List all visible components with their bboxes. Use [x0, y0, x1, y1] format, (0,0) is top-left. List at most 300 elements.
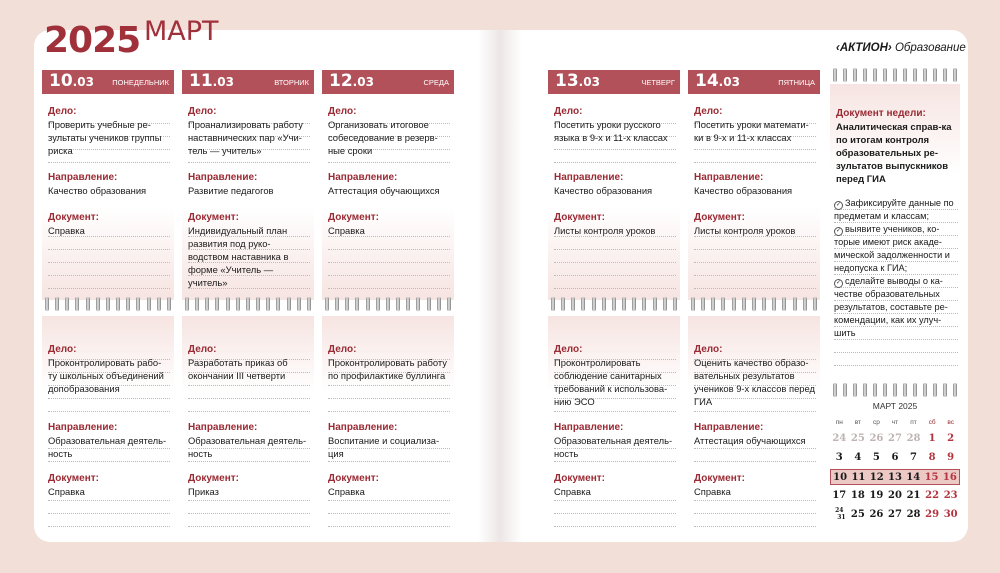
spiral-ring — [953, 383, 957, 397]
spiral-ring — [287, 297, 291, 311]
task-field — [694, 344, 816, 408]
sidebar-spiral-top — [830, 68, 960, 84]
brand-section: Образование — [894, 42, 966, 54]
spiral-ring — [447, 297, 451, 311]
spiral-ring — [581, 297, 585, 311]
calendar-day: 28 — [906, 509, 921, 520]
spiral-ring — [653, 297, 657, 311]
ruled-line — [554, 514, 676, 527]
day-month: .03 — [578, 75, 600, 89]
direction-field — [554, 172, 676, 197]
spiral-ring — [923, 68, 927, 82]
direction-text: Образовательная деятель-ность — [188, 435, 307, 459]
document-field — [328, 473, 450, 498]
ruled-line — [48, 399, 170, 412]
brand-logo — [836, 42, 966, 54]
task-text: Проверить учебные ре-зультаты учеников группы риска — [48, 119, 162, 156]
ruled-line — [554, 276, 676, 289]
direction-text: Качество образования — [554, 185, 653, 196]
spiral-ring — [437, 297, 441, 311]
day-date: 14.03 — [695, 71, 740, 91]
spiral-ring — [427, 297, 431, 311]
calendar-week — [830, 507, 960, 523]
spiral-ring — [136, 297, 140, 311]
spiral-ring — [355, 297, 359, 311]
task-field — [554, 106, 676, 144]
direction-field — [188, 422, 310, 460]
document-text: Приказ — [188, 486, 219, 497]
ruled-line — [554, 237, 676, 250]
direction-text: Образовательная деятель-ность — [554, 435, 673, 459]
task-label: Дело: — [554, 106, 583, 117]
document-field — [554, 473, 676, 498]
direction-label: Направление: — [188, 172, 258, 183]
spiral-ring — [913, 68, 917, 82]
direction-text: Образовательная деятель-ность — [48, 435, 167, 459]
document-text: Справка — [328, 225, 365, 236]
day-entry-top — [688, 94, 820, 300]
ruled-line — [328, 263, 450, 276]
calendar-day: 1 — [928, 433, 936, 444]
spiral-ring — [406, 297, 410, 311]
day-entry-bottom — [182, 316, 314, 530]
ruled-line — [328, 386, 450, 399]
task-text: Проконтролировать соблюдение санитарных требований к использова-нию ЭСО — [554, 357, 668, 407]
spiral-ring — [106, 297, 110, 311]
spiral-ring — [602, 297, 606, 311]
spiral-ring — [167, 297, 171, 311]
document-label: Документ: — [48, 212, 100, 223]
ruled-line — [188, 399, 310, 412]
document-text: Справка — [554, 486, 591, 497]
calendar-day: 29 — [925, 509, 940, 520]
spiral-ring — [793, 297, 797, 311]
spiral-ring — [742, 297, 746, 311]
day-weekday: ВТОРНИК — [274, 78, 309, 87]
document-field — [694, 212, 816, 237]
spiral-ring — [721, 297, 725, 311]
spiral-ring — [843, 68, 847, 82]
task-label: Дело: — [694, 106, 723, 117]
spiral-ring — [376, 297, 380, 311]
ruled-line — [328, 237, 450, 250]
calendar-day: 24 — [832, 433, 847, 444]
task-label: Дело: — [694, 344, 723, 355]
spiral-ring — [883, 68, 887, 82]
weekday-label: вс — [947, 419, 954, 426]
document-label: Документ: — [554, 473, 606, 484]
document-label: Документ: — [188, 212, 240, 223]
calendar-week — [830, 450, 960, 466]
direction-field — [48, 422, 170, 460]
calendar-day: 17 — [832, 490, 847, 501]
calendar-title: МАРТ 2025 — [872, 401, 918, 411]
day-date: 13.03 — [555, 71, 600, 91]
spiral-ring — [256, 297, 260, 311]
spiral-ring — [953, 68, 957, 82]
calendar-day: 13 — [888, 472, 902, 483]
day-entry-bottom — [688, 316, 820, 530]
spiral-ring — [893, 68, 897, 82]
ruled-line — [694, 276, 816, 289]
task-field — [188, 106, 310, 157]
spiral-ring — [386, 297, 390, 311]
spiral-ring — [205, 297, 209, 311]
weekday-label: ср — [872, 419, 880, 426]
direction-field — [554, 422, 676, 460]
spiral-ring — [126, 297, 130, 311]
calendar-week-current — [830, 469, 960, 485]
day-date: 12.03 — [329, 71, 374, 91]
document-step-text: сделайте выводы о ка-честве образовательных результатов, составьте ре-комендации, как их улуч-шить — [834, 276, 948, 338]
document-text: Справка — [48, 486, 85, 497]
calendar-day: 27 — [888, 509, 902, 520]
ruled-line — [328, 514, 450, 527]
document-field — [188, 473, 310, 498]
weekday-label: чт — [891, 419, 899, 426]
spiral-ring — [732, 297, 736, 311]
check-circle-icon: ✓ — [835, 202, 842, 208]
spiral-ring — [297, 297, 301, 311]
sidebar-spiral-mid — [830, 383, 960, 399]
day-month: .03 — [72, 75, 94, 89]
ruled-line — [694, 237, 816, 250]
task-text: Проконтролировать работу по профилактике буллинга — [328, 357, 447, 381]
calendar-day: 12 — [869, 472, 884, 483]
calendar-day: 6 — [891, 452, 899, 463]
spiral-ring — [147, 297, 151, 311]
spiral-ring — [226, 297, 230, 311]
direction-label: Направление: — [554, 172, 624, 183]
ruled-line — [328, 250, 450, 263]
calendar-day: 26 — [869, 509, 884, 520]
calendar-day: 20 — [888, 490, 902, 501]
spiral-ring — [185, 297, 189, 311]
calendar-day: 18 — [850, 490, 865, 501]
document-text: Индивидуальный план развития под руко-водством наставника в форме «Учитель — учитель» — [188, 225, 289, 288]
book-spine — [478, 30, 522, 542]
task-field — [48, 344, 170, 395]
spiral-binding — [182, 297, 314, 313]
ruled-line — [554, 250, 676, 263]
document-label: Документ: — [328, 473, 380, 484]
calendar-day: 10 — [833, 472, 848, 483]
spiral-ring — [943, 383, 947, 397]
direction-field — [328, 422, 450, 460]
spiral-ring — [195, 297, 199, 311]
document-label: Документ: — [694, 212, 746, 223]
ruled-line — [554, 501, 676, 514]
document-text: Справка — [48, 225, 85, 236]
document-of-week-label: Документ недели: — [836, 108, 926, 119]
spiral-ring — [307, 297, 311, 311]
day-weekday: СРЕДА — [423, 78, 449, 87]
spiral-ring — [65, 297, 69, 311]
spiral-ring — [813, 297, 817, 311]
check-circle-icon: ✓ — [835, 280, 842, 286]
spiral-ring — [691, 297, 695, 311]
calendar-week — [830, 431, 960, 447]
spiral-ring — [701, 297, 705, 311]
spiral-ring — [366, 297, 370, 311]
spiral-ring — [86, 297, 90, 311]
spiral-binding — [322, 297, 454, 313]
direction-field — [694, 172, 816, 197]
spiral-ring — [913, 383, 917, 397]
spiral-ring — [642, 297, 646, 311]
task-text: Проконтролировать рабо-ту школьных объединений допобразования — [48, 357, 164, 394]
calendar-day: 9 — [947, 452, 955, 463]
task-field — [188, 344, 310, 382]
ruled-line — [48, 250, 170, 263]
task-field — [328, 106, 450, 157]
spiral-ring — [215, 297, 219, 311]
spiral-ring — [345, 297, 349, 311]
ruled-line — [48, 514, 170, 527]
spiral-ring — [266, 297, 270, 311]
spiral-ring — [246, 297, 250, 311]
calendar-week — [830, 488, 960, 504]
document-step — [834, 197, 958, 223]
document-field — [188, 212, 310, 289]
calendar-day: 25 — [850, 509, 865, 520]
ruled-line — [694, 449, 816, 462]
ruled-line — [188, 386, 310, 399]
spiral-ring — [571, 297, 575, 311]
calendar-weekdays — [830, 419, 960, 426]
direction-field — [188, 172, 310, 197]
spiral-ring — [157, 297, 161, 311]
task-label: Дело: — [328, 106, 357, 117]
task-label: Дело: — [554, 344, 583, 355]
spiral-ring — [833, 383, 837, 397]
document-of-week-panel — [830, 84, 960, 382]
spiral-ring — [551, 297, 555, 311]
direction-label: Направление: — [694, 172, 764, 183]
calendar-day: 21 — [906, 490, 921, 501]
spiral-ring — [632, 297, 636, 311]
day-entry-bottom — [322, 316, 454, 530]
mini-calendar — [830, 399, 960, 530]
weekday-label: сб — [928, 419, 936, 426]
direction-label: Направление: — [328, 422, 398, 433]
month-title: МАРТ — [144, 16, 219, 47]
spiral-binding — [688, 297, 820, 313]
spiral-ring — [673, 297, 677, 311]
document-label: Документ: — [554, 212, 606, 223]
ruled-line — [48, 276, 170, 289]
direction-label: Направление: — [554, 422, 624, 433]
calendar-day: 5 — [872, 452, 880, 463]
document-label: Документ: — [694, 473, 746, 484]
direction-text: Развитие педагогов — [188, 185, 274, 196]
document-label: Документ: — [328, 212, 380, 223]
day-entry-top — [182, 94, 314, 300]
day-weekday: ПЯТНИЦА — [778, 78, 815, 87]
task-text: Организовать итоговое собеседование в резерв-ные сроки — [328, 119, 438, 156]
spiral-ring — [325, 297, 329, 311]
calendar-day: 14 — [906, 472, 921, 483]
document-field — [328, 212, 450, 237]
weekday-label: пт — [910, 419, 917, 426]
document-field — [48, 473, 170, 498]
spiral-ring — [45, 297, 49, 311]
direction-field — [48, 172, 170, 197]
calendar-day: 24 31 — [833, 507, 846, 521]
task-text: Разработать приказ об окончании III четверти — [188, 357, 288, 381]
ruled-line — [48, 263, 170, 276]
day-month: .03 — [718, 75, 740, 89]
spiral-ring — [903, 383, 907, 397]
direction-text: Аттестация обучающихся — [694, 435, 806, 446]
task-label: Дело: — [328, 344, 357, 355]
task-label: Дело: — [48, 344, 77, 355]
day-weekday: ПОНЕДЕЛЬНИК — [112, 78, 169, 87]
spiral-ring — [55, 297, 59, 311]
spiral-ring — [782, 297, 786, 311]
document-step-text: Зафиксируйте данные по предметам и классам; — [834, 198, 954, 221]
spiral-ring — [803, 297, 807, 311]
spiral-ring — [863, 68, 867, 82]
spiral-ring — [843, 383, 847, 397]
direction-text: Аттестация обучающихся — [328, 185, 440, 196]
day-entry-bottom — [548, 316, 680, 530]
spiral-ring — [622, 297, 626, 311]
day-entry-top — [322, 94, 454, 300]
ruled-line — [694, 501, 816, 514]
spiral-ring — [923, 383, 927, 397]
ruled-line — [834, 353, 958, 366]
spiral-ring — [853, 383, 857, 397]
task-label: Дело: — [188, 106, 217, 117]
direction-text: Качество образования — [694, 185, 793, 196]
spiral-ring — [933, 68, 937, 82]
spiral-ring — [663, 297, 667, 311]
spiral-ring — [853, 68, 857, 82]
calendar-day: 28 — [906, 433, 921, 444]
ruled-line — [328, 399, 450, 412]
document-field — [48, 212, 170, 237]
day-header-12 — [322, 70, 454, 94]
direction-text: Качество образования — [48, 185, 147, 196]
task-text: Посетить уроки русского языка в 9-х и 11-х классах — [554, 119, 668, 143]
spiral-binding — [548, 297, 680, 313]
ruled-line — [554, 150, 676, 163]
day-entry-top — [548, 94, 680, 300]
direction-label: Направление: — [328, 172, 398, 183]
spiral-ring — [873, 383, 877, 397]
ruled-line — [694, 263, 816, 276]
spiral-ring — [933, 383, 937, 397]
task-field — [554, 344, 676, 408]
direction-label: Направление: — [48, 422, 118, 433]
spiral-ring — [883, 383, 887, 397]
calendar-day: 7 — [910, 452, 918, 463]
document-field — [694, 473, 816, 498]
day-month: .03 — [352, 75, 374, 89]
ruled-line — [48, 501, 170, 514]
spiral-ring — [236, 297, 240, 311]
ruled-line — [834, 340, 958, 353]
ruled-line — [694, 514, 816, 527]
calendar-day: 19 — [869, 490, 884, 501]
day-header-13 — [548, 70, 680, 94]
check-circle-icon: ✓ — [835, 228, 842, 234]
spiral-ring — [75, 297, 79, 311]
spiral-ring — [752, 297, 756, 311]
spiral-ring — [592, 297, 596, 311]
spiral-ring — [561, 297, 565, 311]
spiral-ring — [762, 297, 766, 311]
calendar-day: 23 — [943, 490, 958, 501]
direction-field — [328, 172, 450, 197]
document-text: Листы контроля уроков — [694, 225, 796, 236]
spiral-ring — [903, 68, 907, 82]
spiral-ring — [416, 297, 420, 311]
day-date: 11.03 — [189, 71, 234, 91]
document-text: Справка — [328, 486, 365, 497]
spiral-ring — [893, 383, 897, 397]
calendar-day: 2 — [947, 433, 955, 444]
ruled-line — [48, 237, 170, 250]
task-text: Посетить уроки математи-ки в 9-х и 11-х классах — [694, 119, 809, 143]
document-text: Справка — [694, 486, 731, 497]
spiral-ring — [863, 383, 867, 397]
direction-label: Направление: — [48, 172, 118, 183]
spiral-ring — [396, 297, 400, 311]
spiral-ring — [612, 297, 616, 311]
ruled-line — [328, 501, 450, 514]
document-field — [554, 212, 676, 237]
document-steps-list — [834, 197, 958, 340]
direction-text: Воспитание и социализа-ция — [328, 435, 440, 459]
spiral-binding — [42, 297, 174, 313]
calendar-day: 27 — [888, 433, 902, 444]
task-field — [328, 344, 450, 382]
task-label: Дело: — [188, 344, 217, 355]
weekday-label: пн — [835, 419, 843, 426]
weekday-label: вт — [854, 419, 861, 426]
ruled-line — [554, 263, 676, 276]
document-step — [834, 275, 958, 340]
task-field — [694, 106, 816, 144]
calendar-day: 8 — [928, 452, 936, 463]
document-text: Листы контроля уроков — [554, 225, 656, 236]
ruled-line — [694, 250, 816, 263]
day-header-14 — [688, 70, 820, 94]
spiral-ring — [943, 68, 947, 82]
calendar-day: 16 — [942, 472, 957, 483]
calendar-day: 30 — [943, 509, 958, 520]
spiral-ring — [772, 297, 776, 311]
calendar-day: 3 — [835, 452, 843, 463]
day-date: 10.03 — [49, 71, 94, 91]
day-entry-bottom — [42, 316, 174, 530]
spiral-ring — [711, 297, 715, 311]
direction-label: Направление: — [694, 422, 764, 433]
day-weekday: ЧЕТВЕРГ — [641, 78, 675, 87]
calendar-day: 22 — [925, 490, 940, 501]
calendar-day: 15 — [924, 472, 939, 483]
direction-field — [694, 422, 816, 447]
document-label: Документ: — [188, 473, 240, 484]
day-entry-top — [42, 94, 174, 300]
spiral-ring — [276, 297, 280, 311]
day-header-10 — [42, 70, 174, 94]
calendar-day: 4 — [854, 452, 862, 463]
document-of-week-title: Аналитическая справ-ка по итогам контроля образовательных ре-зультатов выпускников перед ГИА — [836, 122, 952, 185]
task-text: Проанализировать работу наставнических пар «Учи-тель — учитель» — [188, 119, 303, 156]
